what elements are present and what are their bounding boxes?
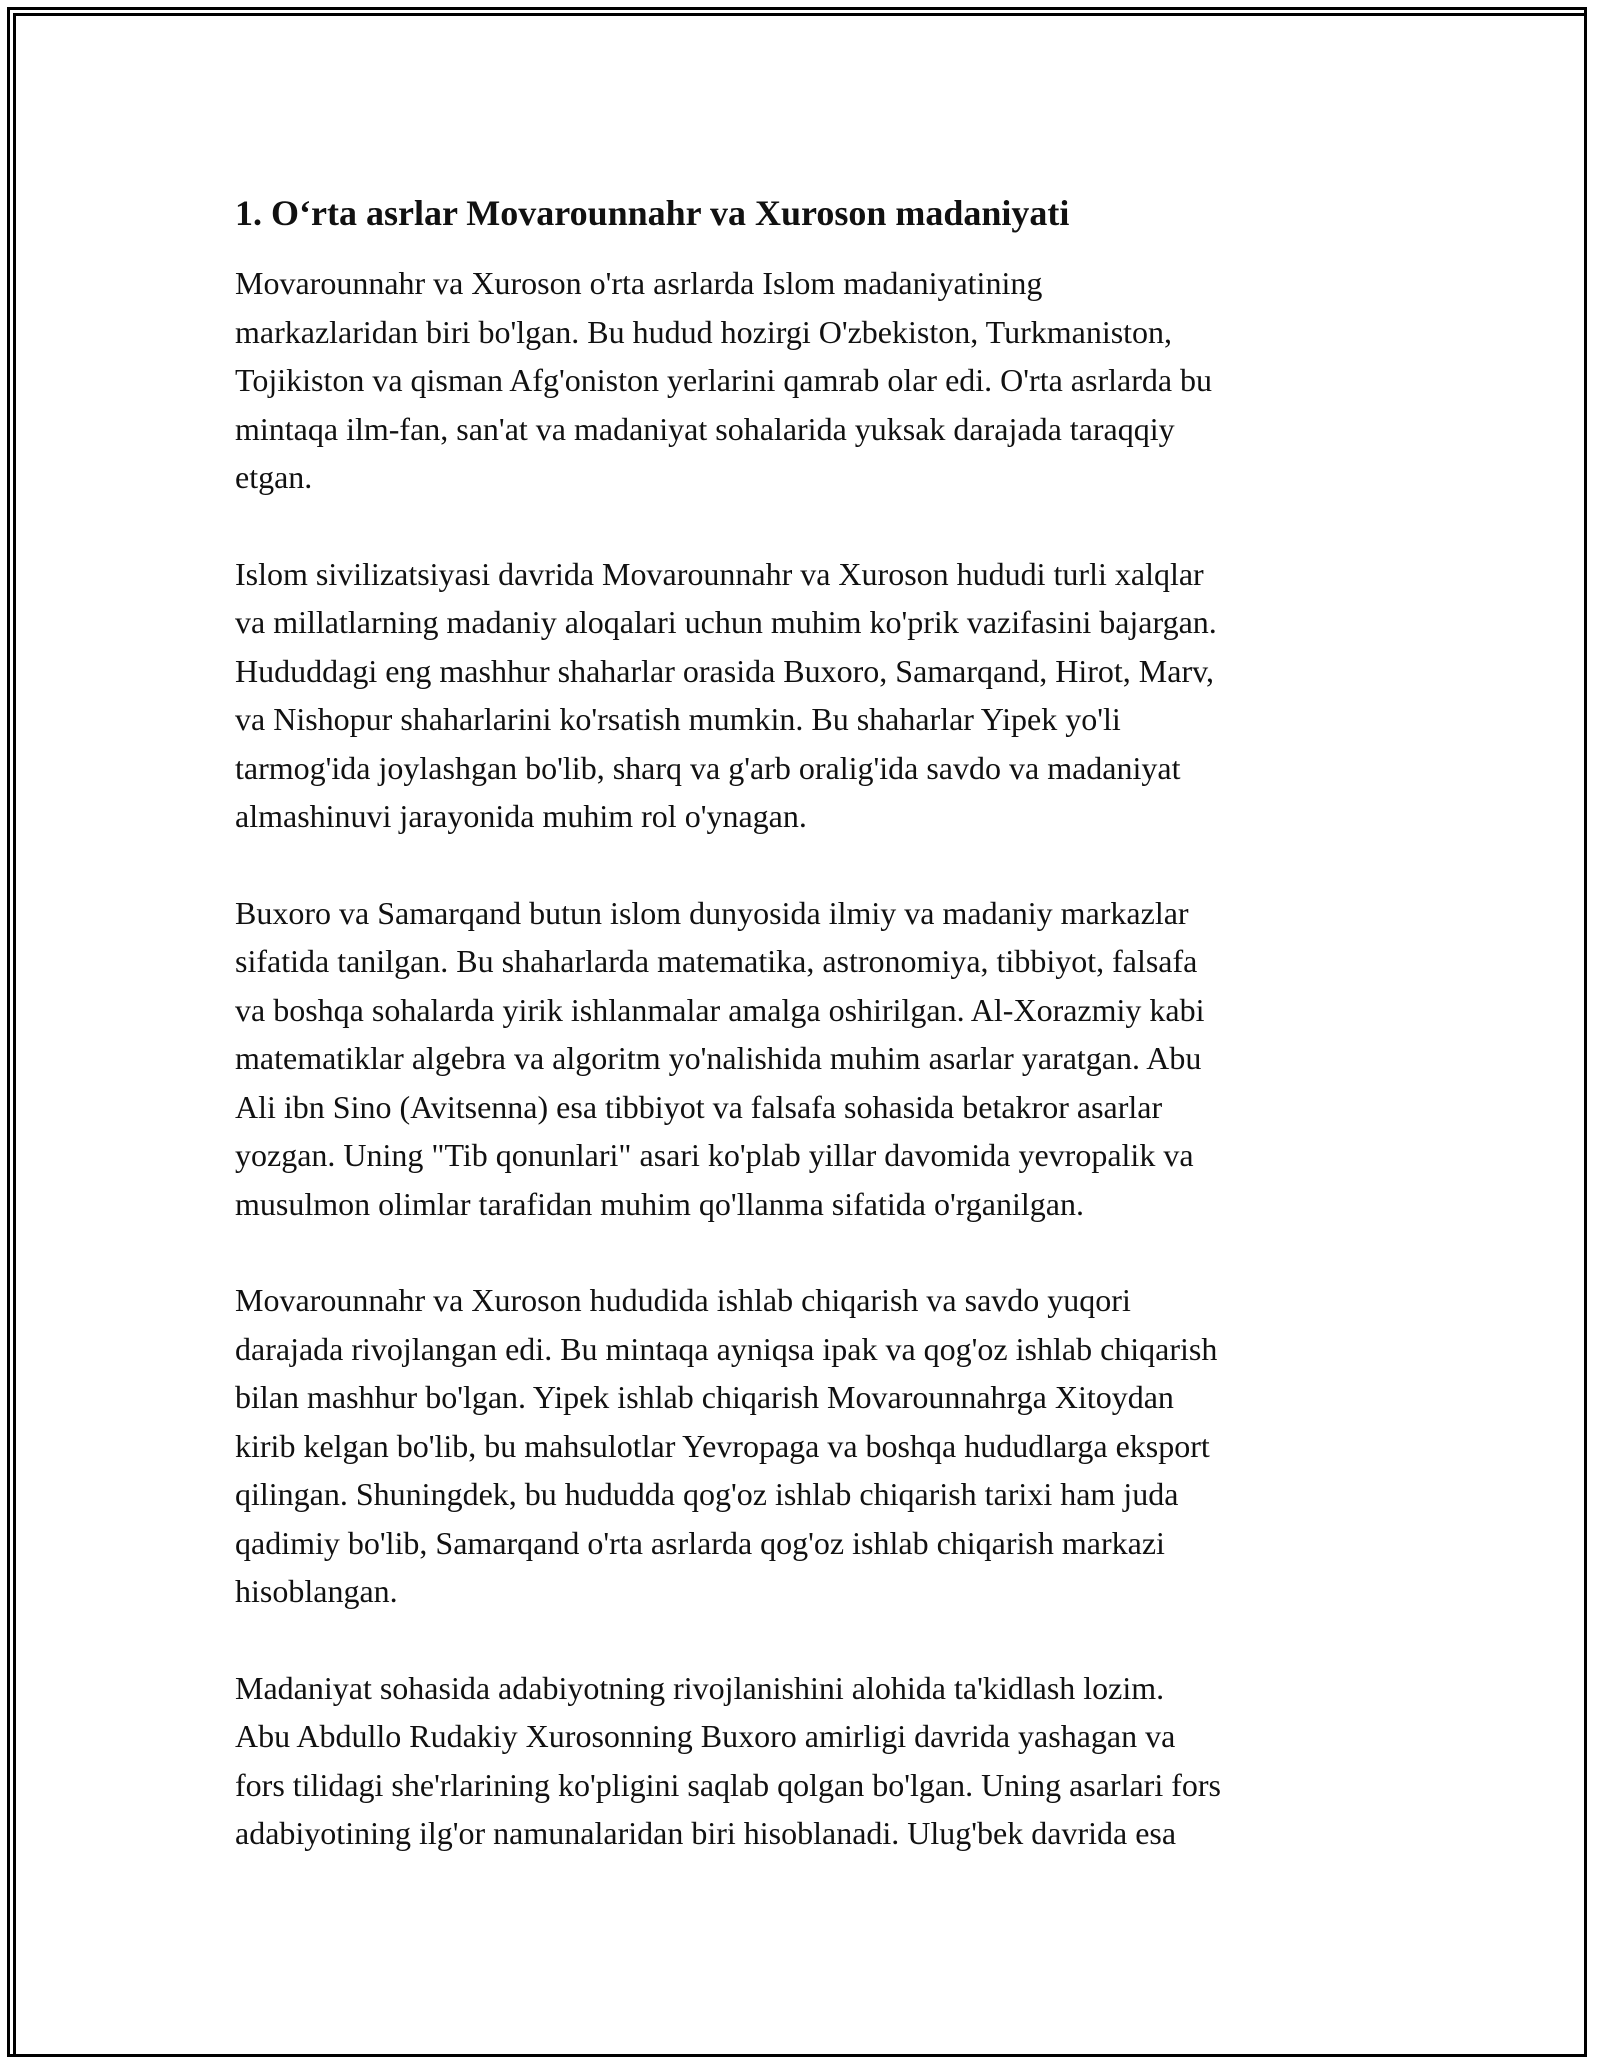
paragraph-line: qadimiy bo'lib, Samarqand o'rta asrlarda qog'oz ishlab chiqarish markazi — [235, 1524, 1165, 1561]
paragraph-line: va boshqa sohalarda yirik ishlanmalar amalga oshirilgan. Al-Xorazmiy kabi — [235, 991, 1205, 1028]
paragraph-line: sifatida tanilgan. Bu shaharlarda matematika, astronomiya, tibbiyot, falsafa — [235, 943, 1198, 979]
paragraph-line: almashinuvi jarayonida muhim rol o'ynagan. — [235, 798, 807, 834]
paragraph-line: tarmog'ida joylashgan bo'lib, sharq va g'arb oralig'ida savdo va madaniyat — [235, 749, 1181, 786]
paragraph-line: bilan mashhur bo'lgan. Yipek ishlab chiqarish Movarounnahrga Xitoydan — [235, 1379, 1174, 1415]
paragraph-line: Hududdagi eng mashhur shaharlar orasida Buxoro, Samarqand, Hirot, Marv, — [235, 652, 1215, 689]
paragraph-line: kirib kelgan bo'lib, bu mahsulotlar Yevropaga va boshqa hududlarga eksport — [235, 1427, 1210, 1464]
paragraph-3 — [235, 889, 1375, 1229]
paragraph-line: fors tilidagi she'rlarining ko'pligini saqlab qolgan bo'lgan. Uning asarlari fors — [235, 1766, 1221, 1803]
paragraph-line: darajada rivojlangan edi. Bu mintaqa ayniqsa ipak va qog'oz ishlab chiqarish — [235, 1330, 1218, 1367]
paragraph-line: Madaniyat sohasida adabiyotning rivojlanishini alohida ta'kidlash lozim. — [235, 1669, 1165, 1706]
paragraph-line: va Nishopur shaharlarini ko'rsatish mumkin. Bu shaharlar Yipek yo'li — [235, 701, 1121, 737]
paragraph-line: va millatlarning madaniy aloqalari uchun muhim ko'prik vazifasini bajargan. — [235, 604, 1217, 640]
paragraph-line: Tojikiston va qisman Afg'oniston yerlarini qamrab olar edi. O'rta asrlarda bu — [235, 362, 1213, 398]
paragraph-line: adabiyotining ilg'or namunalaridan biri hisoblanadi. Ulug'bek davrida esa — [235, 1815, 1177, 1851]
paragraph-1 — [235, 259, 1375, 502]
paragraph-5 — [235, 1664, 1375, 1858]
paragraph-line: markazlaridan biri bo'lgan. Bu hudud hozirgi O'zbekiston, Turkmaniston, — [235, 313, 1173, 350]
paragraph-2 — [235, 550, 1375, 841]
paragraph-line: mintaqa ilm-fan, san'at va madaniyat sohalarida yuksak darajada taraqqiy — [235, 410, 1175, 447]
paragraph-line: Ali ibn Sino (Avitsenna) esa tibbiyot va falsafa sohasida betakror asarlar — [235, 1088, 1163, 1125]
paragraph-line: Abu Abdullo Rudakiy Xurosonning Buxoro amirligi davrida yashagan va — [235, 1718, 1176, 1754]
paragraph-line: matematiklar algebra va algoritm yo'nalishida muhim asarlar yaratgan. Abu — [235, 1040, 1202, 1076]
paragraph-line: qilingan. Shuningdek, bu hududda qog'oz ishlab chiqarish tarixi ham juda — [235, 1476, 1179, 1512]
paragraph-line: Movarounnahr va Xuroson o'rta asrlarda Islom madaniyatining — [235, 265, 1043, 301]
paragraph-line: musulmon olimlar tarafidan muhim qo'llanma sifatida o'rganilgan. — [235, 1185, 1084, 1222]
paragraph-line: Movarounnahr va Xuroson hududida ishlab chiqarish va savdo yuqori — [235, 1282, 1131, 1318]
paragraph-line: etgan. — [235, 459, 313, 495]
paragraph-line: Islom sivilizatsiyasi davrida Movarounnahr va Xuroson hududi turli xalqlar — [235, 555, 1204, 592]
page-title: 1. O‘rta asrlar Movarounnahr va Xuroson madaniyati — [235, 193, 1070, 233]
paragraph-line: yozgan. Uning "Tib qonunlari" asari ko'plab yillar davomida yevropalik va — [235, 1137, 1194, 1173]
paragraph-line: Buxoro va Samarqand butun islom dunyosida ilmiy va madaniy markazlar — [235, 894, 1189, 931]
paragraph-line: hisoblangan. — [235, 1573, 398, 1609]
paragraph-4 — [235, 1276, 1375, 1616]
document-body — [235, 185, 1375, 1906]
